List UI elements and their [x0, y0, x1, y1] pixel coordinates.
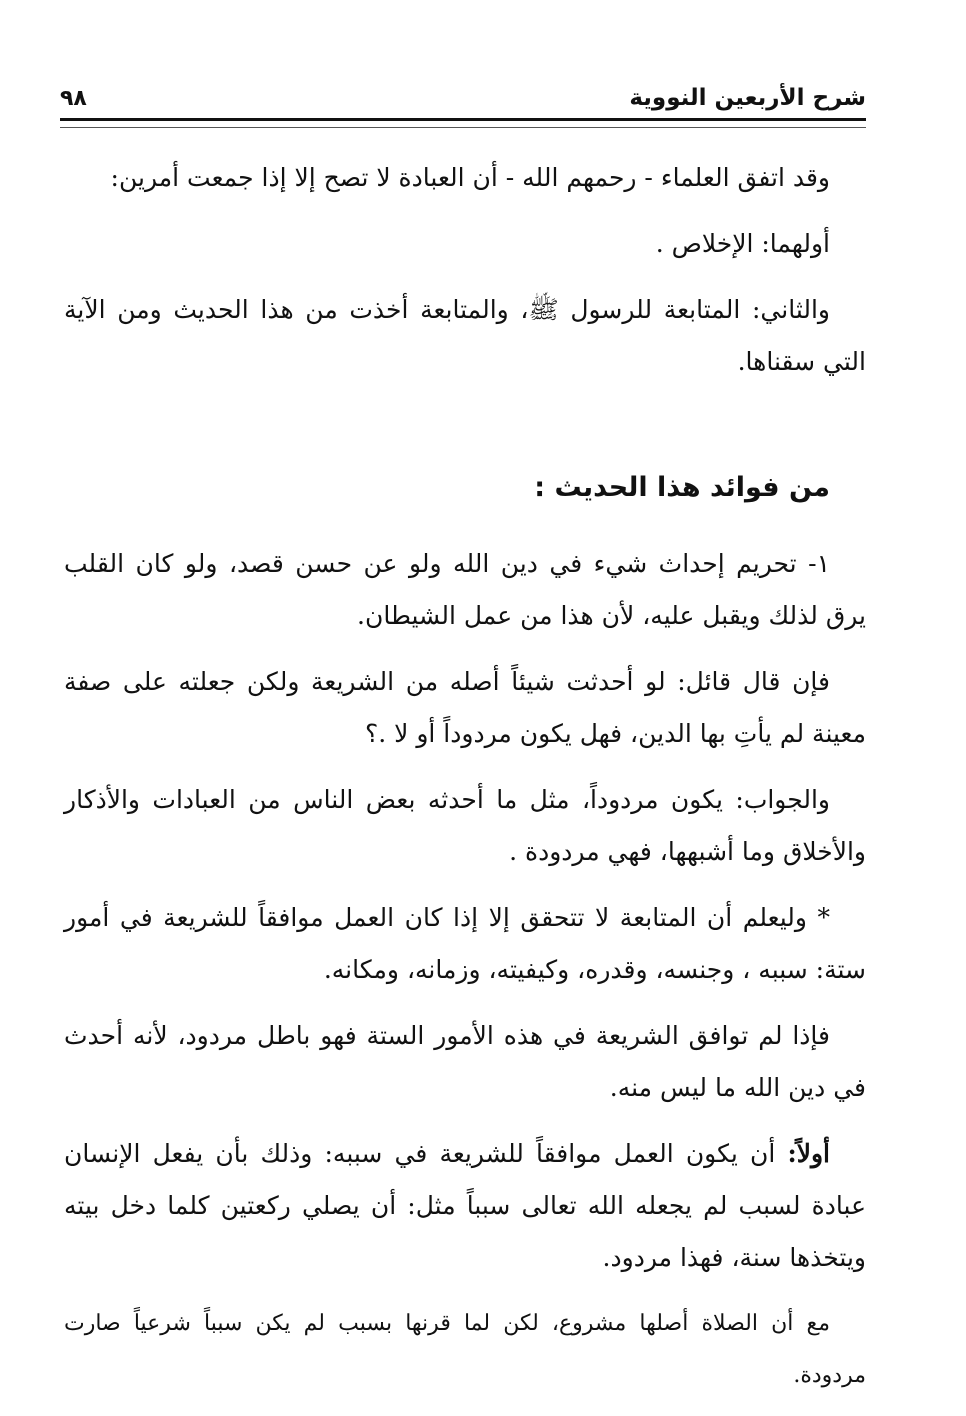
header-rule — [60, 118, 866, 128]
paragraph: وقد اتفق العلماء - رحمهم الله - أن العبادة لا تصح إلا إذا جمعت أمرين: — [110, 163, 830, 192]
page-header — [60, 76, 866, 118]
paragraph: * وليعلم أن المتابعة لا تتحقق إلا إذا كان العمل موافقاً للشريعة في أمور ستة: سببه ، وجنسه، وقدره، وكيفيته، وزمانه، ومكانه. — [64, 903, 866, 984]
paragraph: ١- تحريم إحداث شيء في دين الله ولو عن حسن قصد، ولو كان القلب يرق لذلك ويقبل عليه، لأن هذا من عمل الشيطان. — [64, 549, 866, 630]
paragraph: والجواب: يكون مردوداً، مثل ما أحدثه بعض الناس من العبادات والأذكار والأخلاق وما أشبهها، فهي مردودة . — [64, 785, 866, 866]
section-heading: من فوائد هذا الحديث : — [534, 472, 830, 503]
body-text — [64, 152, 866, 1416]
paragraph-lead: أولاً: — [787, 1139, 830, 1168]
paragraph — [64, 1128, 866, 1284]
paragraph: والثاني: المتابعة للرسول ﷺ، والمتابعة أخذت من هذا الحديث ومن الآية التي سقناها. — [64, 295, 866, 376]
paragraph: فإن قال قائل: لو أحدثت شيئاً أصله من الشريعة ولكن جعلته على صفة معينة لم يأتِ بها الدين، فهل يكون مردوداً أو لا .؟ — [64, 667, 866, 748]
paragraph-rest: أن يكون العمل موافقاً للشريعة في سببه: وذلك بأن يفعل الإنسان عبادة لسبب لم يجعله الله تعالى سبباً مثل: أن يصلي ركعتين كلما دخل بيته ويتخذها سنة، فهذا مردود. — [64, 1139, 866, 1272]
paragraph: مع أن الصلاة أصلها مشروع، لكن لما قرنها بسبب لم يكن سبباً شرعياً صارت مردودة. — [64, 1311, 866, 1388]
paragraph: أولهما: الإخلاص . — [655, 229, 830, 258]
page-number: ٩٨ — [60, 86, 87, 111]
paragraph: فإذا لم توافق الشريعة في هذه الأمور الستة فهو باطل مردود، لأنه أحدث في دين الله ما ليس منه. — [64, 1021, 866, 1102]
running-title: شرح الأربعين النووية — [629, 85, 866, 111]
